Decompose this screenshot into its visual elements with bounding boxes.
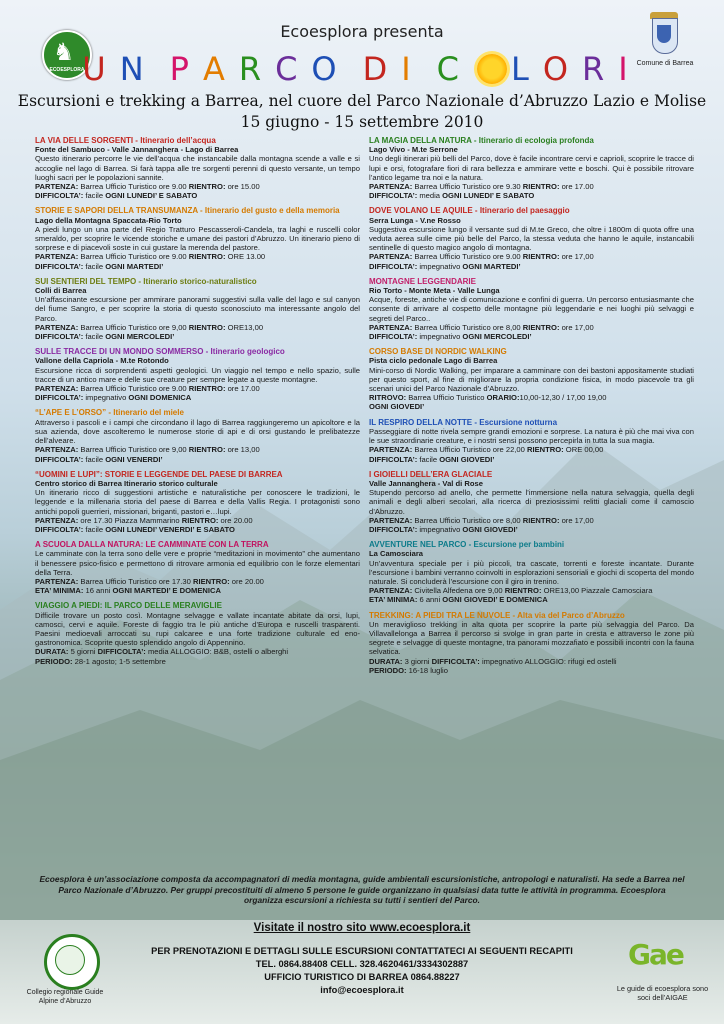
presents-line: Ecoesplora presenta xyxy=(280,22,444,41)
excursion-item xyxy=(369,347,694,411)
detail-label: RIENTRO: xyxy=(526,445,566,455)
ecoesplora-logo-label: ECOESPLORA xyxy=(49,67,85,73)
sun-icon xyxy=(477,54,507,84)
aigae-caption: Le guide di ecoesplora sono soci dell’AIGAE xyxy=(616,984,709,1002)
detail-label: RIENTRO: xyxy=(188,322,228,332)
detail-value: Barrea Ufficio Turistico ore 9.00 xyxy=(80,252,189,262)
excursion-detail-line xyxy=(369,516,694,525)
excursion-description: Questo itinerario percorre le vie dell’acqua che instancabile dalla montagna scende a valle e si accoglie nel lago di Barrea. Si farà tappa alle tre sorgenti perenni di questo versante, un tempo luoghi sacri per le popolazioni sannite. xyxy=(35,154,360,182)
detail-value: Civitella Alfedena ore 9,00 xyxy=(414,586,505,596)
excursion-detail-line xyxy=(369,262,694,271)
excursion-detail-line xyxy=(35,455,360,464)
detail-value: facile xyxy=(85,191,106,201)
detail-value: Barrea Ufficio Turistico ore 22,00 xyxy=(414,445,527,455)
excursion-description: Stupendo percorso ad anello, che permette l’immersione nella natura selvaggia, quella degli animali e degli alberi secolari, alla ricerca di preziosissimi relitti glaciali come il camoscio d’Abruzzo. xyxy=(369,488,694,516)
detail-label: PARTENZA: xyxy=(369,182,415,192)
excursion-description: Suggestiva escursione lungo il versante sud di M.te Greco, che oltre i 1800m di quota offre una veduta aerea sulle cime più belle del Parco, la stessa veduta che hanno le aquile, instancabili sentinelle di questo magico angolo di montagna. xyxy=(369,224,694,253)
detail-value: Barrea Ufficio Turistico ore 17.30 xyxy=(80,576,193,586)
detail-label: RIENTRO: xyxy=(188,252,228,262)
excursion-detail-line xyxy=(369,657,694,666)
detail-label: RIENTRO: xyxy=(188,182,228,192)
excursion-route: Colli di Barrea xyxy=(35,286,87,296)
excursion-detail-line xyxy=(35,262,360,271)
excursion-description: Mini-corso di Nordic Walking, per imparare a camminare con dei bastoni appositamente studiati per questo sport, al fine di migliorare la propria condizione fisica, in modo piacevole tra gli scenari unici del Parco Nazionale d’Abruzzo. xyxy=(369,365,694,394)
excursion-detail-line xyxy=(35,516,360,525)
excursion-description: Acque, foreste, antiche vie di comunicazione e confini di guerra. Un percorso entusiasmante che consente di arrivare al cospetto delle montagne più leggendarie e nei luoghi più selvaggi e segreti del Parco.. xyxy=(369,295,694,323)
detail-value: 6 anni xyxy=(419,595,443,605)
excursion-detail-line xyxy=(369,182,694,191)
detail-label: ETA’ MINIMA: xyxy=(369,595,420,605)
excursion-detail-line xyxy=(369,191,694,200)
excursion-title: A SCUOLA DALLA NATURA: LE CAMMINATE CON LA TERRA xyxy=(35,540,269,550)
excursion-detail-line xyxy=(369,445,694,454)
detail-label: DIFFICOLTA’: xyxy=(431,656,482,666)
detail-value: Barrea Ufficio Turistico ore 8,00 xyxy=(414,322,523,332)
detail-label: DIFFICOLTA’: xyxy=(35,332,86,342)
detail-label: DIFFICOLTA’: xyxy=(35,454,86,464)
excursion-title: CORSO BASE DI NORDIC WALKING xyxy=(369,347,507,357)
detail-label: PARTENZA: xyxy=(369,252,415,262)
detail-label: PARTENZA: xyxy=(369,515,415,525)
detail-label: DURATA: xyxy=(369,656,405,666)
detail-label: DIFFICOLTA’: xyxy=(369,332,420,342)
excursion-route: Valle Jannanghera - Val di Rose xyxy=(369,478,483,488)
detail-value: media ALLOGGIO: B&B, ostelli o alberghi xyxy=(147,647,289,657)
detail-label: OGNI GIOVEDI’ xyxy=(439,454,495,464)
excursion-detail-line xyxy=(369,402,694,411)
excursion-detail-line xyxy=(35,525,360,534)
detail-label: OGNI LUNEDI’ VENERDI’ E SABATO xyxy=(105,524,235,534)
website-link[interactable]: Visitate il nostro sito www.ecoesplora.it xyxy=(253,922,471,934)
detail-label: PARTENZA: xyxy=(35,252,81,262)
detail-label: OGNI LUNEDI’ E SABATO xyxy=(442,191,535,201)
detail-value: Barrea Ufficio Turistico ore 9.30 xyxy=(414,182,523,192)
detail-label: RIENTRO: xyxy=(188,445,228,455)
detail-label: DIFFICOLTA’: xyxy=(35,261,86,271)
detail-label: RITROVO: xyxy=(369,393,409,403)
excursion-description: Le camminate con la terra sono delle vere e proprie “meditazioni in movimento” che aumentano il benessere psico-fisico e permettono di ritrovare armonia ed equilibrio con le forze elementari della Terra. xyxy=(35,549,360,577)
excursion-item xyxy=(369,540,694,604)
detail-label: ORARIO: xyxy=(486,393,520,403)
detail-label: RIENTRO: xyxy=(192,576,232,586)
excursion-route: Lago Vivo - M.te Serrone xyxy=(369,145,458,155)
excursion-detail-line xyxy=(35,191,360,200)
detail-label: PARTENZA: xyxy=(35,515,81,525)
title-letter: U xyxy=(82,50,120,88)
comune-label: Comune di Barrea xyxy=(636,60,694,67)
excursion-detail-line xyxy=(35,252,360,261)
excursion-item xyxy=(35,470,360,534)
detail-label: DIFFICOLTA’: xyxy=(369,524,420,534)
detail-value: ore 17.30 Piazza Mammarino xyxy=(80,515,182,525)
excursion-detail-line xyxy=(35,445,360,454)
excursion-route: Lago della Montagna Spaccata-Rio Torto xyxy=(35,215,182,225)
excursion-title: “L’APE E L’ORSO” - Itinerario del miele xyxy=(35,408,184,418)
excursion-description: Difficile trovare un posto così. Montagne selvagge e vallate incantate abitate da orsi, lupi, camosci, cervi e aquile. Foreste di faggio tra le più antiche d’Europa e ruscelli trasparenti. Paesini medioevali arroccati su rupi calcaree e una forte tradizione culturale ed eno-gastronomica. Scoprite questo splendido angolo di Appennino. xyxy=(35,610,360,648)
excursion-description: A piedi lungo un una parte del Regio Tratturo Pescasseroli-Candela, tra laghi e ruscelli color smeraldo, per scoprire le vicende storiche e umane dei pastori d’Abruzzo. Un itinerario pieno di sorprese e di piacevoli soste in cui gustare la merenda del pastore. xyxy=(35,224,360,253)
detail-label: OGNI MARTEDI’ xyxy=(105,261,164,271)
detail-label: OGNI MARTEDI’ xyxy=(462,261,521,271)
detail-value: Barrea Ufficio Turistico ore 9.00 xyxy=(80,384,189,394)
excursion-title: TREKKING: A PIEDI TRA LE NUVOLE - Alta via del Parco d’Abruzzo xyxy=(369,610,625,620)
detail-value: ore 17.00 xyxy=(561,182,594,192)
excursion-detail-line xyxy=(35,182,360,191)
detail-label: DIFFICOLTA’: xyxy=(35,191,86,201)
title-letter: C xyxy=(436,50,474,88)
excursion-detail-line xyxy=(369,525,694,534)
detail-value: ORE13,00 Piazzale Camosciara xyxy=(543,586,653,596)
page-title xyxy=(0,50,724,88)
detail-label: PARTENZA: xyxy=(35,322,81,332)
detail-label: PARTENZA: xyxy=(369,322,415,332)
excursion-description: Un’affascinante escursione per ammirare panorami suggestivi sulla valle del lago e sul canyon del fiume Sangro, e per scoprire la storia di questo sconosciuto ma interessante angolo del Parco. xyxy=(35,295,360,323)
detail-value: 3 giorni xyxy=(404,656,432,666)
excursion-detail-line xyxy=(369,393,694,402)
detail-value: facile xyxy=(85,261,106,271)
detail-label: PARTENZA: xyxy=(369,586,415,596)
detail-label: OGNI MARTEDI’ E DOMENICA xyxy=(112,586,221,596)
excursion-detail-line xyxy=(35,586,360,595)
title-letter: R xyxy=(238,50,276,88)
detail-value: facile xyxy=(85,524,106,534)
excursion-detail-line xyxy=(35,332,360,341)
detail-label: RIENTRO: xyxy=(522,252,562,262)
excursion-item xyxy=(369,136,694,200)
detail-value: 28-1 agosto; 1-5 settembre xyxy=(74,656,166,666)
detail-value: Barrea Ufficio Turistico ore 9.00 xyxy=(80,182,189,192)
detail-value: ore 20.00 xyxy=(231,576,264,586)
detail-value: ORE 13.00 xyxy=(227,252,266,262)
detail-label: DIFFICOLTA’: xyxy=(369,454,420,464)
detail-value: Barrea Ufficio Turistico ore 9,00 xyxy=(80,322,189,332)
excursion-item xyxy=(35,136,360,200)
detail-label: DIFFICOLTA’: xyxy=(369,261,420,271)
excursion-route: Vallone della Capriola - M.te Rotondo xyxy=(35,356,169,366)
excursion-item xyxy=(35,540,360,595)
excursion-title: MONTAGNE LEGGENDARIE xyxy=(369,276,476,286)
excursion-detail-line xyxy=(35,384,360,393)
detail-label: OGNI DOMENICA xyxy=(128,393,192,403)
detail-value: media xyxy=(419,191,443,201)
detail-value: ore 17,00 xyxy=(561,515,594,525)
title-letter: A xyxy=(202,50,239,88)
detail-label: OGNI GIOVEDI’ E DOMENICA xyxy=(442,595,548,605)
excursion-route: Fonte del Sambuco - Valle Jannanghera - Lago di Barrea xyxy=(35,145,239,155)
detail-value: ORE13,00 xyxy=(227,322,264,332)
excursion-description: Un’avventura speciale per i più piccoli, tra cascate, torrenti e foreste incantate. Durante l’escursione i bambini verranno coinvolti in esplorazioni sensoriali e giochi di scoperta del mondo naturale. Si concluderà l’escursione con il giro in trenino. xyxy=(369,558,694,586)
detail-value: impegnativo xyxy=(419,261,463,271)
detail-label: OGNI MERCOLEDI’ xyxy=(462,332,532,342)
detail-label: OGNI LUNEDI’ E SABATO xyxy=(105,191,198,201)
detail-label: RIENTRO: xyxy=(522,182,562,192)
detail-value: ore 17,00 xyxy=(561,322,594,332)
excursion-item xyxy=(35,277,360,341)
excursion-route: Serra Lunga - V.ne Rosso xyxy=(369,215,461,225)
excursion-description: Escursione ricca di sorprendenti aspetti geologici. Un viaggio nel tempo e nello spazio, sulle tracce di un antico mare e delle sue creature per sempre legate a queste montagne. xyxy=(35,365,360,384)
excursion-item xyxy=(369,277,694,341)
title-letter: D xyxy=(362,50,402,88)
excursion-title: SUI SENTIERI DEL TEMPO - Itinerario storico-naturalistico xyxy=(35,276,257,286)
detail-label: PARTENZA: xyxy=(35,182,81,192)
chamois-icon: ♞ xyxy=(53,38,75,66)
excursion-description: Un meraviglioso trekking in alta quota per scoprire la parte più selvaggia del Parco. Da Villavallelonga a Barrea il percorso si svolge in gran parte in cresta e attraverso le zone più segrete e selvagge di queste montagne, tra panorami mozzafiato e possibili incontri con la fauna selvatica. xyxy=(369,619,694,657)
detail-label: PARTENZA: xyxy=(35,576,81,586)
excursion-detail-line xyxy=(35,323,360,332)
detail-label: DIFFICOLTA’: xyxy=(369,191,420,201)
excursion-detail-line xyxy=(369,455,694,464)
detail-value: ore 17,00 xyxy=(561,252,594,262)
excursion-title: “UOMINI E LUPI”: STORIE E LEGGENDE DEL PAESE DI BARREA xyxy=(35,469,283,479)
excursion-title: DOVE VOLANO LE AQUILE - Itinerario del paesaggio xyxy=(369,206,570,216)
title-letter: O xyxy=(311,50,351,88)
excursion-item xyxy=(369,611,694,675)
title-letter: R xyxy=(582,50,619,88)
detail-label: DIFFICOLTA’: xyxy=(97,647,148,657)
excursion-title: IL RESPIRO DELLA NOTTE - Escursione notturna xyxy=(369,417,558,427)
aigae-logo: Gae xyxy=(628,938,683,971)
right-column xyxy=(369,136,694,681)
detail-value: impegnativo xyxy=(419,332,463,342)
detail-value: ore 20.00 xyxy=(220,515,253,525)
detail-value: impegnativo xyxy=(85,393,129,403)
contact-heading: PER PRENOTAZIONI E DETTAGLI SULLE ESCURSIONI CONTATTATECI AI SEGUENTI RECAPITI xyxy=(151,946,573,956)
detail-label: RIENTRO: xyxy=(188,384,228,394)
title-letter: L xyxy=(511,50,543,88)
phone-line: TEL. 0864.88408 CELL. 328.4620461/3334302887 xyxy=(255,959,469,969)
detail-value: facile xyxy=(419,454,440,464)
guide-alpine-seal-icon xyxy=(44,934,100,990)
excursion-title: SULLE TRACCE DI UN MONDO SOMMERSO - Itinerario geologico xyxy=(35,347,285,357)
excursion-item xyxy=(35,408,360,463)
detail-label: DIFFICOLTA’: xyxy=(35,393,86,403)
detail-value: Barrea Ufficio Turistico ore 9.00 xyxy=(414,252,523,262)
excursion-item xyxy=(369,206,694,270)
detail-label: PARTENZA: xyxy=(35,445,81,455)
excursion-detail-line xyxy=(35,657,360,666)
email-link[interactable]: info@ecoesplora.it xyxy=(320,985,404,995)
excursion-title: VIAGGIO A PIEDI: IL PARCO DELLE MERAVIGLIE xyxy=(35,601,222,611)
excursion-item xyxy=(369,418,694,464)
detail-value: Barrea Ufficio Turistico xyxy=(408,393,487,403)
title-letter: I xyxy=(401,50,425,88)
excursion-title: LA MAGIA DELLA NATURA - Itinerario di ecologia profonda xyxy=(369,136,594,145)
excursion-description: Attraverso i pascoli e i campi che circondano il lago di Barrea raggiungeremo un apicoltore e la sua azienda, dove ascolteremo le numerose storie di api e di orsi gustando le prelibatezze dell’alveare. xyxy=(35,417,360,446)
excursion-detail-line xyxy=(35,393,360,402)
excursion-detail-line xyxy=(369,595,694,604)
excursion-item xyxy=(35,347,360,402)
about-text: Ecoesplora è un’associazione composta da accompagnatori di media montagna, guide ambientali escursionistiche, antropologi e naturalisti. Ha sede a Barrea nel Parco Nazionale d’Abruzzo. Per gruppi precostituiti di almeno 5 persone le guide organizzano in qualsiasi data tutte le attività in programma. Ecoesplora organizza escursioni a richiesta su tutti i sentieri del Parco. xyxy=(39,874,685,906)
page-subtitle: Escursioni e trekking a Barrea, nel cuore del Parco Nazionale d’Abruzzo Lazio e Molise xyxy=(17,92,707,110)
excursion-route: Rio Torto - Monte Meta - Valle Lunga xyxy=(369,286,500,296)
detail-value: 16-18 luglio xyxy=(408,665,448,675)
detail-label: RIENTRO: xyxy=(522,322,562,332)
excursion-detail-line xyxy=(369,332,694,341)
excursion-route: Pista ciclo pedonale Lago di Barrea xyxy=(369,356,498,366)
seal-caption: Collegio regionale Guide Alpine d’Abruzzo xyxy=(26,989,104,1005)
detail-label: OGNI MERCOLEDI’ xyxy=(105,332,175,342)
detail-label: OGNI VENERDI’ xyxy=(105,454,163,464)
detail-value: 10,00-12,30 / 17,00 19,00 xyxy=(519,393,607,403)
title-letter: P xyxy=(169,50,203,88)
excursion-detail-line xyxy=(369,323,694,332)
excursion-route: Centro storico di Barrea Itinerario storico culturale xyxy=(35,478,218,488)
excursion-detail-line xyxy=(35,577,360,586)
detail-label: PARTENZA: xyxy=(369,445,415,455)
detail-value: 5 giorni xyxy=(70,647,98,657)
detail-value: 16 anni xyxy=(85,586,113,596)
title-letter: C xyxy=(275,50,312,88)
excursion-title: I GIOIELLI DELL’ERA GLACIALE xyxy=(369,469,493,479)
excursion-title: LA VIA DELLE SORGENTI - Itinerario dell’acqua xyxy=(35,136,216,145)
excursion-title: AVVENTURE NEL PARCO - Escursione per bambini xyxy=(369,540,565,550)
detail-label: PERIODO: xyxy=(369,665,409,675)
detail-label: DURATA: xyxy=(35,647,71,657)
excursion-detail-line xyxy=(369,666,694,675)
detail-value: impegnativo xyxy=(419,524,463,534)
detail-label: OGNI GIOVEDI’ xyxy=(369,402,425,412)
excursion-route: La Camosciara xyxy=(369,549,424,559)
detail-value: ore 13,00 xyxy=(227,445,260,455)
detail-label: RIENTRO: xyxy=(504,586,544,596)
title-letter: O xyxy=(542,50,583,88)
detail-value: impegnativo ALLOGGIO: rifugi ed ostelli xyxy=(481,656,617,666)
excursion-detail-line xyxy=(369,586,694,595)
detail-label: RIENTRO: xyxy=(181,515,221,525)
excursion-title: STORIE E SAPORI DELLA TRANSUMANZA - Itinerario del gusto e della memoria xyxy=(35,206,340,216)
date-range: 15 giugno - 15 settembre 2010 xyxy=(240,113,484,131)
excursion-detail-line xyxy=(369,252,694,261)
detail-label: PERIODO: xyxy=(35,656,75,666)
detail-label: DIFFICOLTA’: xyxy=(35,524,86,534)
detail-value: ore 17.00 xyxy=(227,384,260,394)
comune-crest-icon xyxy=(652,18,678,54)
detail-label: OGNI GIOVEDI’ xyxy=(462,524,518,534)
excursion-item xyxy=(369,470,694,534)
detail-value: facile xyxy=(85,454,106,464)
detail-value: Barrea Ufficio Turistico ore 9,00 xyxy=(80,445,189,455)
detail-label: ETA’ MINIMA: xyxy=(35,586,86,596)
excursion-description: Uno degli itinerari più belli del Parco, dove è facile incontrare cervi e caprioli, scoprire le tracce di lupi e orsi, fotografare fiori di rara bellezza e ammirare vette e boschi. Qui è possibile ritrovare l’antico legame tra noi e la natura. xyxy=(369,154,694,182)
tourist-office-line: UFFICIO TURISTICO DI BARREA 0864.88227 xyxy=(264,972,460,982)
title-letter: N xyxy=(119,50,158,88)
excursion-item xyxy=(35,601,360,665)
excursion-description: Un itinerario ricco di suggestioni artistiche e naturalistiche per conoscere le tradizioni, le leggende e la millenaria storia del paese di Barrea e della Vallis Regia. I protagonisti sono antichi popoli guerrieri, missionari, briganti, pastori e…lupi. xyxy=(35,488,360,516)
detail-value: facile xyxy=(85,332,106,342)
excursion-detail-line xyxy=(35,647,360,656)
detail-value: ore 15.00 xyxy=(227,182,260,192)
excursion-item xyxy=(35,206,360,270)
detail-label: RIENTRO: xyxy=(522,515,562,525)
title-letter: I xyxy=(618,50,642,88)
excursion-description: Passeggiare di notte rivela sempre grandi emozioni e sorprese. La natura è più che mai viva con le sue straordinarie creature, e i nostri sensi possono percepirla in tutta la sua magia. xyxy=(369,426,694,446)
left-column xyxy=(35,136,360,672)
detail-label: PARTENZA: xyxy=(35,384,81,394)
detail-value: ORE 00,00 xyxy=(565,445,604,455)
detail-value: Barrea Ufficio Turistico ore 8,00 xyxy=(414,515,523,525)
